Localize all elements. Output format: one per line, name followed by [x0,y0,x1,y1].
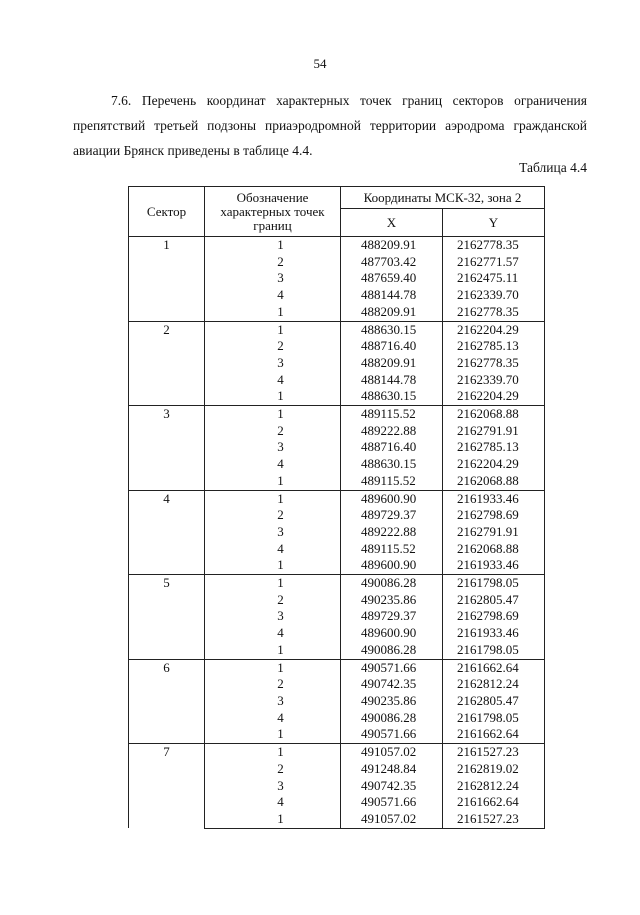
point-label: 4 [205,372,341,389]
point-label: 3 [205,355,341,372]
sector-number: 5 [129,575,205,660]
y-coordinate: 2162798.69 [443,608,545,625]
point-label: 3 [205,693,341,710]
point-label: 1 [205,557,341,574]
point-label: 4 [205,287,341,304]
intro-paragraph [73,88,587,163]
table-row [129,744,545,761]
y-coordinate: 2161798.05 [443,575,545,592]
y-coordinate: 2161933.46 [443,625,545,642]
table-row [129,237,545,254]
x-coordinate: 488209.91 [341,304,443,321]
x-coordinate: 488144.78 [341,372,443,389]
x-coordinate: 491057.02 [341,811,443,828]
sector-number: 6 [129,659,205,744]
point-label: 2 [205,423,341,440]
x-coordinate: 488209.91 [341,237,443,254]
header-sector: Сектор [129,187,205,237]
table-caption: Таблица 4.4 [519,160,587,175]
point-label: 3 [205,524,341,541]
y-coordinate: 2162339.70 [443,372,545,389]
table-row [129,321,545,338]
y-coordinate: 2162068.88 [443,473,545,490]
point-label: 1 [205,388,341,405]
point-label: 1 [205,490,341,507]
y-coordinate: 2161933.46 [443,557,545,574]
y-coordinate: 2162204.29 [443,388,545,405]
point-label: 4 [205,625,341,642]
x-coordinate: 490571.66 [341,659,443,676]
y-coordinate: 2162339.70 [443,287,545,304]
point-label: 1 [205,237,341,254]
y-coordinate: 2162068.88 [443,406,545,423]
x-coordinate: 490571.66 [341,794,443,811]
sector-number: 4 [129,490,205,575]
sector-number: 2 [129,321,205,406]
header-coords: Координаты МСК-32, зона 2 [341,187,545,209]
y-coordinate: 2162785.13 [443,439,545,456]
y-coordinate: 2162771.57 [443,254,545,271]
x-coordinate: 489115.52 [341,406,443,423]
x-coordinate: 491248.84 [341,761,443,778]
x-coordinate: 487703.42 [341,254,443,271]
y-coordinate: 2162819.02 [443,761,545,778]
x-coordinate: 490742.35 [341,676,443,693]
point-label: 3 [205,270,341,287]
x-coordinate: 488630.15 [341,388,443,405]
x-coordinate: 488716.40 [341,338,443,355]
x-coordinate: 487659.40 [341,270,443,287]
paragraph-line: авиации Брянск приведены в таблице 4.4. [73,143,313,158]
point-label: 1 [205,321,341,338]
y-coordinate: 2162791.91 [443,524,545,541]
x-coordinate: 490571.66 [341,726,443,743]
x-coordinate: 489729.37 [341,507,443,524]
coordinates-table [128,186,545,829]
point-label: 2 [205,676,341,693]
paragraph-line: 7.6. Перечень координат характерных точек границ секторов ограничения [111,93,587,108]
table-row [129,406,545,423]
x-coordinate: 489729.37 [341,608,443,625]
point-label: 2 [205,761,341,778]
header-x: X [341,209,443,237]
x-coordinate: 489600.90 [341,557,443,574]
y-coordinate: 2161527.23 [443,811,545,828]
y-coordinate: 2161798.05 [443,710,545,727]
y-coordinate: 2162778.35 [443,304,545,321]
point-label: 1 [205,642,341,659]
point-label: 2 [205,507,341,524]
y-coordinate: 2162805.47 [443,693,545,710]
point-label: 3 [205,778,341,795]
x-coordinate: 489600.90 [341,490,443,507]
y-coordinate: 2161662.64 [443,659,545,676]
point-label: 1 [205,744,341,761]
y-coordinate: 2162812.24 [443,778,545,795]
point-label: 1 [205,726,341,743]
sector-number: 7 [129,744,205,829]
point-label: 2 [205,338,341,355]
y-coordinate: 2162791.91 [443,423,545,440]
x-coordinate: 490086.28 [341,642,443,659]
x-coordinate: 489222.88 [341,524,443,541]
y-coordinate: 2162475.11 [443,270,545,287]
page-number: 54 [313,56,327,71]
table-row [129,575,545,592]
y-coordinate: 2162785.13 [443,338,545,355]
x-coordinate: 488630.15 [341,321,443,338]
y-coordinate: 2162805.47 [443,592,545,609]
x-coordinate: 489115.52 [341,473,443,490]
x-coordinate: 488144.78 [341,287,443,304]
y-coordinate: 2161527.23 [443,744,545,761]
table-row [129,659,545,676]
point-label: 3 [205,439,341,456]
x-coordinate: 489115.52 [341,541,443,558]
point-label: 3 [205,608,341,625]
y-coordinate: 2161798.05 [443,642,545,659]
y-coordinate: 2161662.64 [443,794,545,811]
point-label: 4 [205,541,341,558]
y-coordinate: 2162812.24 [443,676,545,693]
table-body [129,237,545,829]
header-points: Обозначение характерных точек границ [205,187,341,237]
y-coordinate: 2161933.46 [443,490,545,507]
y-coordinate: 2162798.69 [443,507,545,524]
y-coordinate: 2162068.88 [443,541,545,558]
x-coordinate: 490235.86 [341,693,443,710]
table-row [129,490,545,507]
y-coordinate: 2162204.29 [443,321,545,338]
x-coordinate: 491057.02 [341,744,443,761]
point-label: 1 [205,659,341,676]
point-label: 1 [205,304,341,321]
y-coordinate: 2162778.35 [443,355,545,372]
point-label: 2 [205,592,341,609]
point-label: 1 [205,575,341,592]
header-y: Y [443,209,545,237]
point-label: 1 [205,473,341,490]
x-coordinate: 490742.35 [341,778,443,795]
x-coordinate: 490235.86 [341,592,443,609]
point-label: 4 [205,794,341,811]
y-coordinate: 2162204.29 [443,456,545,473]
point-label: 2 [205,254,341,271]
sector-number: 3 [129,406,205,491]
point-label: 4 [205,710,341,727]
y-coordinate: 2162778.35 [443,237,545,254]
point-label: 1 [205,811,341,828]
x-coordinate: 489600.90 [341,625,443,642]
paragraph-line: препятствий третьей подзоны приаэродромной территории аэродрома гражданской [73,118,587,133]
x-coordinate: 488716.40 [341,439,443,456]
x-coordinate: 488630.15 [341,456,443,473]
y-coordinate: 2161662.64 [443,726,545,743]
x-coordinate: 488209.91 [341,355,443,372]
x-coordinate: 489222.88 [341,423,443,440]
sector-number: 1 [129,237,205,322]
point-label: 1 [205,406,341,423]
x-coordinate: 490086.28 [341,710,443,727]
point-label: 4 [205,456,341,473]
x-coordinate: 490086.28 [341,575,443,592]
